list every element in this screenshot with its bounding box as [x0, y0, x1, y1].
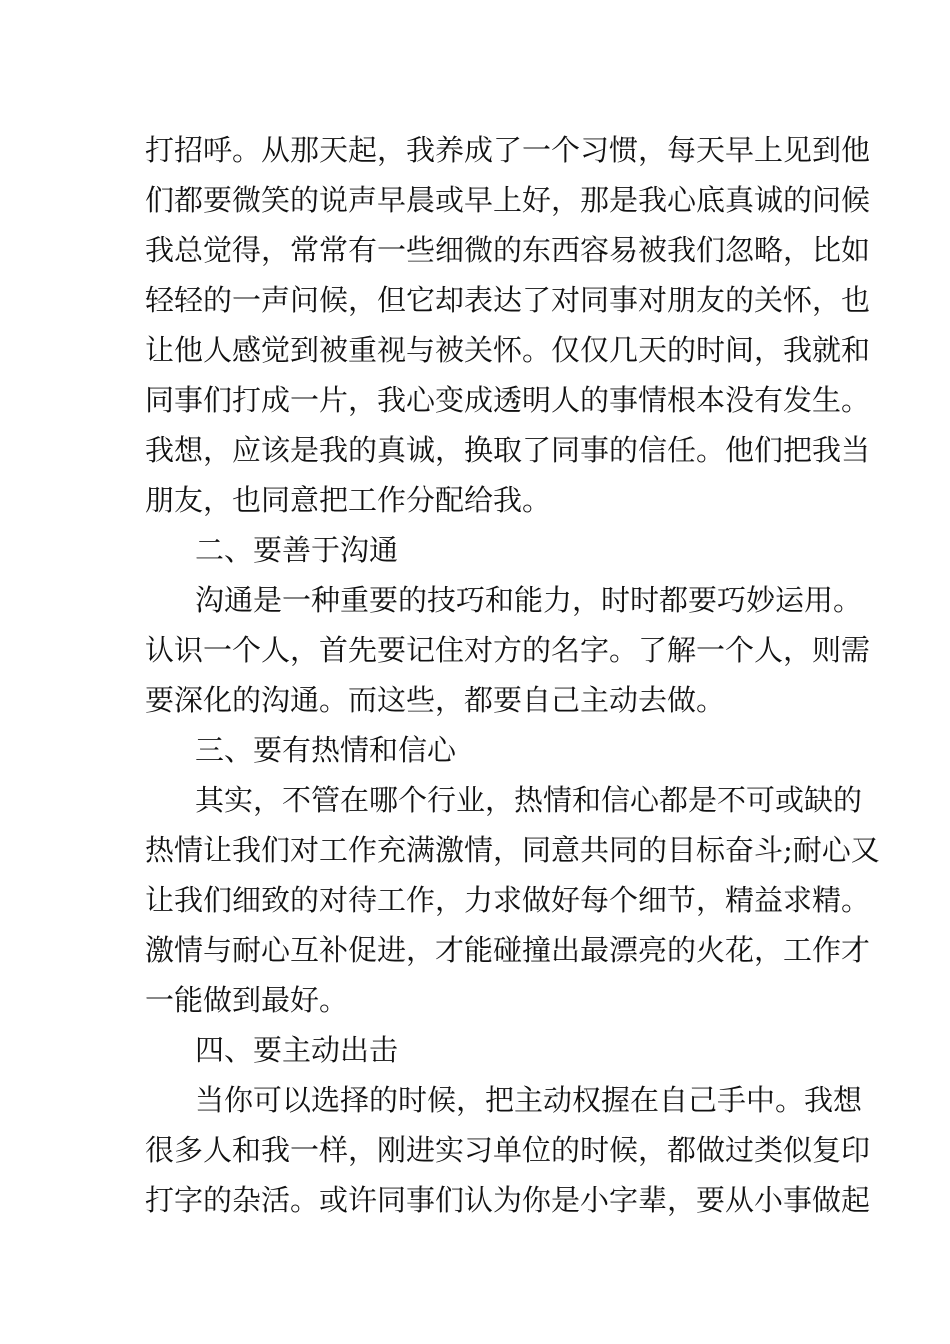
section-heading-2: 二、要善于沟通 — [195, 533, 399, 567]
paragraph-line: 我总觉得，常常有一些细微的东西容易被我们忽略，比如 — [145, 233, 871, 267]
paragraph-line: 打字的杂活。或许同事们认为你是小字辈，要从小事做起 — [145, 1183, 871, 1217]
paragraph-line: 一能做到最好。 — [145, 983, 349, 1017]
paragraph-line: 沟通是一种重要的技巧和能力，时时都要巧妙运用。 — [195, 583, 863, 617]
paragraph-line: 朋友，也同意把工作分配给我。 — [145, 483, 552, 517]
paragraph-line: 同事们打成一片，我心变成透明人的事情根本没有发生。 — [145, 383, 871, 417]
paragraph-line: 当你可以选择的时候，把主动权握在自己手中。我想 — [195, 1083, 863, 1117]
paragraph-line: 认识一个人，首先要记住对方的名字。了解一个人，则需 — [145, 633, 871, 667]
paragraph-line: 热情让我们对工作充满激情，同意共同的目标奋斗;耐心又 — [145, 833, 880, 867]
paragraph-line: 打招呼。从那天起，我养成了一个习惯，每天早上见到他 — [145, 133, 871, 167]
section-heading-3: 三、要有热情和信心 — [195, 733, 457, 767]
paragraph-line: 们都要微笑的说声早晨或早上好，那是我心底真诚的问候 — [145, 183, 871, 217]
paragraph-line: 让他人感觉到被重视与被关怀。仅仅几天的时间，我就和 — [145, 333, 871, 367]
section-heading-4: 四、要主动出击 — [195, 1033, 399, 1067]
paragraph-line: 让我们细致的对待工作，力求做好每个细节，精益求精。 — [145, 883, 871, 917]
paragraph-line: 很多人和我一样，刚进实习单位的时候，都做过类似复印 — [145, 1133, 871, 1167]
paragraph-line: 轻轻的一声问候，但它却表达了对同事对朋友的关怀，也 — [145, 283, 871, 317]
paragraph-line: 激情与耐心互补促进，才能碰撞出最漂亮的火花，工作才 — [145, 933, 871, 967]
paragraph-line: 我想，应该是我的真诚，换取了同事的信任。他们把我当 — [145, 433, 871, 467]
paragraph-line: 其实，不管在哪个行业，热情和信心都是不可或缺的 — [195, 783, 863, 817]
paragraph-line: 要深化的沟通。而这些，都要自己主动去做。 — [145, 683, 726, 717]
